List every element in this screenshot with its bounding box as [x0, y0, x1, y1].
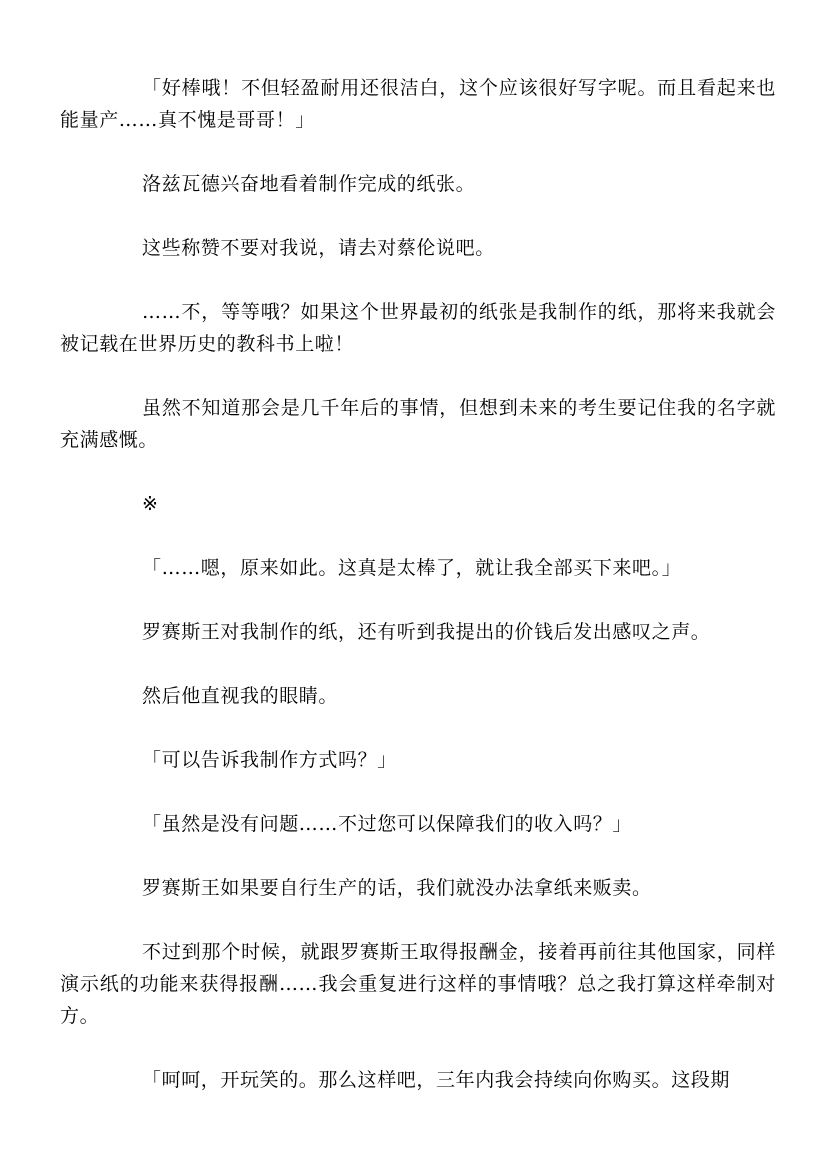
- paragraph-2: 洛兹瓦德兴奋地看着制作完成的纸张。: [142, 173, 476, 195]
- paragraph-8: 然后他直视我的眼睛。: [142, 685, 339, 707]
- paragraph-12: 不过到那个时候，就跟罗赛斯王取得报酬金，接着再前往其他国家，同样演示纸的功能来获得报酬……我会重复进行这样的事情哦？总之我打算这样牵制对方。: [60, 941, 776, 1027]
- paragraph-13: 「呵呵，开玩笑的。那么这样吧，三年内我会持续向你购买。这段期: [142, 1069, 731, 1091]
- paragraph-11: 罗赛斯王如果要自行生产的话，我们就没办法拿纸来贩卖。: [142, 877, 652, 899]
- paragraph-3: 这些称赞不要对我说，请去对蔡伦说吧。: [142, 237, 495, 259]
- paragraph-7: 罗赛斯王对我制作的纸，还有听到我提出的价钱后发出感叹之声。: [142, 621, 711, 643]
- paragraph-1: 「好棒哦！不但轻盈耐用还很洁白，这个应该很好写字呢。而且看起来也能量产……真不愧是哥哥！」: [60, 77, 776, 131]
- paragraph-5: 虽然不知道那会是几千年后的事情，但想到未来的考生要记住我的名字就充满感慨。: [60, 397, 776, 451]
- paragraph-4: ……不，等等哦？如果这个世界最初的纸张是我制作的纸，那将来我就会被记载在世界历史的教科书上啦！: [60, 301, 776, 355]
- scene-break-mark: ※: [142, 493, 159, 515]
- paragraph-9: 「可以告诉我制作方式吗？」: [142, 749, 397, 771]
- paragraph-10: 「虽然是没有问题……不过您可以保障我们的收入吗？」: [142, 813, 633, 835]
- paragraph-6: 「……嗯，原来如此。这真是太棒了，就让我全部买下来吧。」: [142, 557, 682, 579]
